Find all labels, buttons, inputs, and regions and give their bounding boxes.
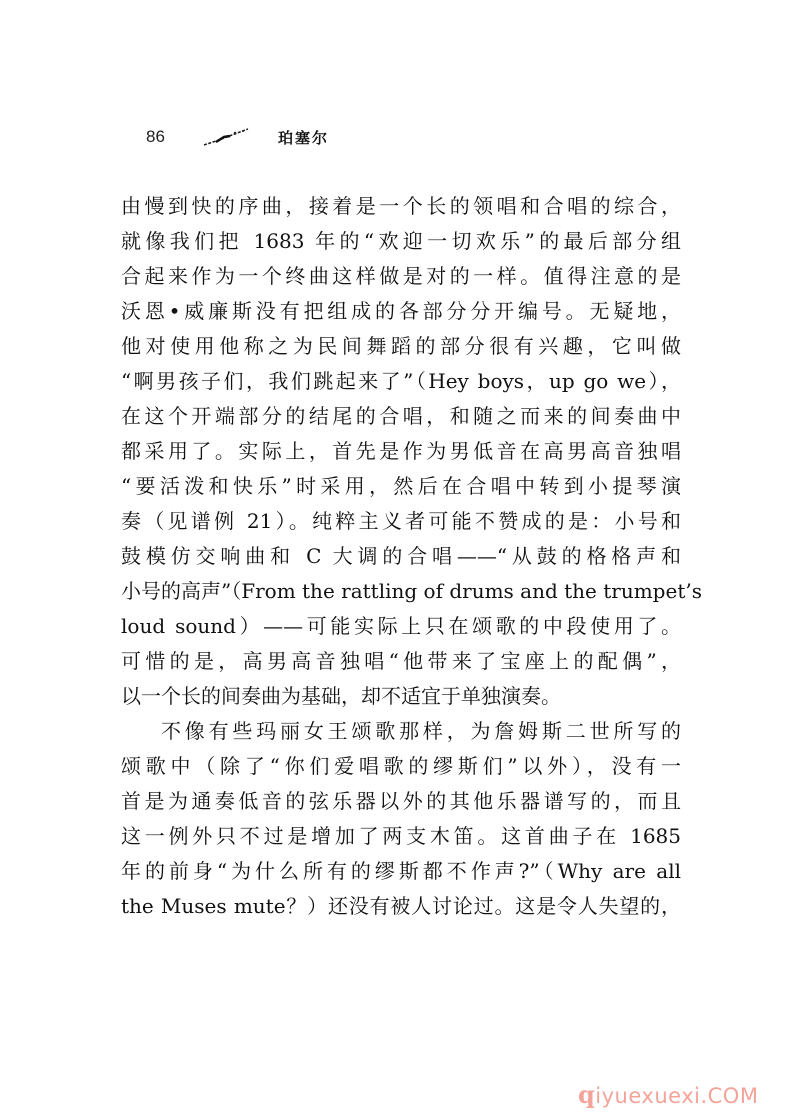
text-line: “啊男孩子们，我们跳起来了”（Hey boys，up go we）， bbox=[121, 369, 681, 393]
text-line: the Muses mute？）还没有被人讨论过。这是令人失望的， bbox=[121, 894, 681, 918]
text-line: 小号的高声”（From the rattling of drums and the trumpet’s bbox=[121, 579, 702, 603]
text-line: 首是为通奏低音的弦乐器以外的其他乐器谱写的，而且 bbox=[121, 789, 681, 813]
site-watermark bbox=[578, 1080, 758, 1109]
text-line: 奏（见谱例 21）。纯粹主义者可能不赞成的是：小号和 bbox=[121, 509, 681, 533]
text-line: loud sound）——可能实际上只在颂歌的中段使用了。 bbox=[121, 614, 681, 638]
running-header bbox=[146, 122, 446, 152]
text-line: 可惜的是，高男高音独唱“他带来了宝座上的配偶”， bbox=[121, 649, 681, 673]
text-line: “要活泼和快乐”时采用，然后在合唱中转到小提琴演 bbox=[121, 474, 681, 498]
text-line: 颂歌中（除了“你们爱唱歌的缪斯们”以外），没有一 bbox=[121, 754, 681, 778]
text-line: 沃恩•威廉斯没有把组成的各部分分开编号。无疑地， bbox=[121, 299, 681, 323]
text-line: 鼓模仿交响曲和 C 大调的合唱——“从鼓的格格声和 bbox=[121, 544, 681, 568]
watermark-logo-letter: q bbox=[578, 1080, 596, 1109]
text-line: 以一个长的间奏曲为基础，却不适宜于单独演奏。 bbox=[121, 684, 561, 708]
text-line: 合起来作为一个终曲这样做是对的一样。值得注意的是 bbox=[121, 264, 681, 288]
text-line: 由慢到快的序曲，接着是一个长的领唱和合唱的综合， bbox=[121, 194, 681, 218]
text-line: 不像有些玛丽女王颂歌那样，为詹姆斯二世所写的 bbox=[161, 719, 681, 743]
text-line: 都采用了。实际上，首先是作为男低音在高男高音独唱 bbox=[121, 439, 681, 463]
text-line: 就像我们把 1683 年的“欢迎一切欢乐”的最后部分组 bbox=[121, 229, 681, 253]
running-title: 珀塞尔 bbox=[278, 128, 330, 147]
text-line: 在这个开端部分的结尾的合唱，和随之而来的间奏曲中 bbox=[121, 404, 681, 428]
paragraph-1 bbox=[121, 189, 702, 714]
watermark-text: iyuexuexi.COM bbox=[595, 1084, 759, 1108]
body-text bbox=[121, 189, 702, 924]
text-line: 这一例外只不过是增加了两支木笛。这首曲子在 1685 bbox=[121, 824, 681, 848]
quill-flourish-icon bbox=[202, 127, 252, 147]
text-line: 他对使用他称之为民间舞蹈的部分很有兴趣，它叫做 bbox=[121, 334, 681, 358]
paragraph-2 bbox=[121, 714, 681, 924]
text-line: 年的前身“为什么所有的缪斯都不作声?”（Why are all bbox=[121, 859, 681, 883]
page-number: 86 bbox=[146, 127, 165, 146]
